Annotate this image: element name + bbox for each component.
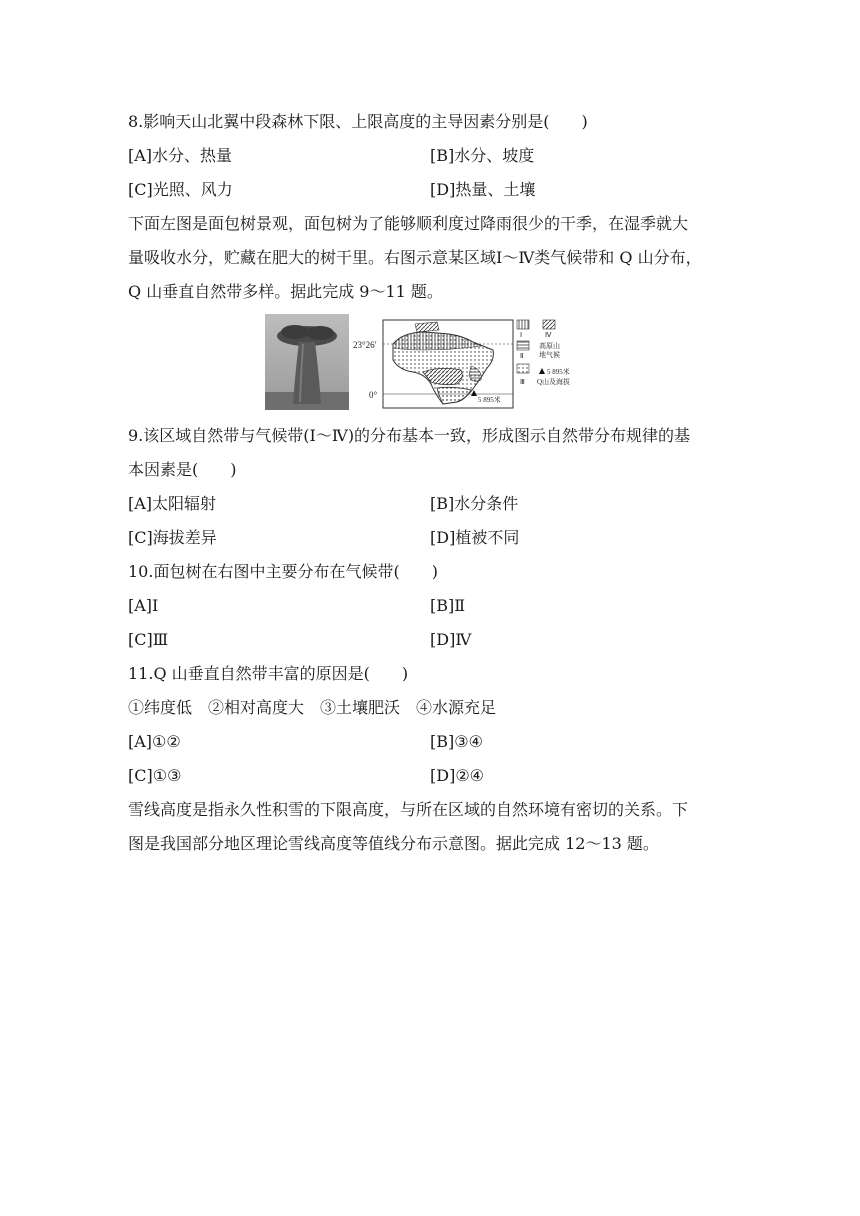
q11-option-a: [A]①② (128, 732, 181, 751)
intro1-line-1: 下面左图是面包树景观，面包树为了能够顺利度过降雨很少的干季，在湿季就大 (128, 214, 689, 233)
q9-option-a: [A]太阳辐射 (128, 494, 217, 513)
q10-stem: 10.面包树在右图中主要分布在气候带( ) (128, 562, 438, 581)
q9-option-d: [D]植被不同 (430, 528, 520, 547)
intro2-line-1: 雪线高度是指永久性积雪的下限高度，与所在区域的自然环境有密切的关系。下 (128, 800, 689, 819)
q11-option-d: [D]②④ (430, 766, 484, 785)
legend-plateau-1: 高原山 (539, 342, 560, 350)
legend-label-2: Ⅱ (520, 352, 524, 360)
q9-stem-line-2: 本因素是( ) (128, 460, 237, 479)
q8-option-b: [B]水分、坡度 (430, 146, 535, 165)
legend-label-3: Ⅲ (520, 378, 525, 386)
equator-label: 0° (369, 390, 378, 400)
q8-stem: 8.影响天山北翼中段森林下限、上限高度的主导因素分别是( ) (128, 112, 588, 131)
figure-row (265, 314, 595, 412)
q10-option-a: [A]Ⅰ (128, 596, 159, 615)
legend-label-1: Ⅰ (520, 331, 523, 339)
q11-stem: 11.Q 山垂直自然带丰富的原因是( ) (128, 664, 409, 683)
peak-label: 5 895米 (478, 396, 501, 404)
legend-label-4: Ⅳ (545, 331, 552, 339)
tropic-label: 23°26′ (353, 340, 377, 350)
legend-swatch-3 (517, 364, 529, 373)
q11-option-c: [C]①③ (128, 766, 182, 785)
q8-option-c: [C]光照、风力 (128, 180, 233, 199)
intro1-line-3: Q 山垂直自然带多样。据此完成 9～11 题。 (128, 282, 443, 301)
legend-peak-desc: Q山及海拔 (537, 378, 571, 386)
legend-swatch-1 (517, 320, 529, 329)
climate-zone-map (353, 314, 595, 412)
intro2-line-2: 图是我国部分地区理论雪线高度等值线分布示意图。据此完成 12～13 题。 (128, 834, 659, 853)
q11-choices: ①纬度低 ②相对高度大 ③土壤肥沃 ④水源充足 (128, 698, 497, 717)
peak-icon (539, 368, 545, 374)
q8-option-d: [D]热量、土壤 (430, 180, 536, 199)
q10-option-b: [B]Ⅱ (430, 596, 466, 615)
baobab-photo (265, 314, 349, 410)
legend-swatch-4 (543, 320, 555, 329)
q9-option-b: [B]水分条件 (430, 494, 519, 513)
legend-swatch-2 (517, 341, 529, 350)
q9-stem-line-1: 9.该区域自然带与气候带(Ⅰ～Ⅳ)的分布基本一致，形成图示自然带分布规律的基 (128, 426, 691, 445)
legend-plateau-2: 地气候 (539, 351, 560, 359)
q10-option-c: [C]Ⅲ (128, 630, 169, 649)
q9-option-c: [C]海拔差异 (128, 528, 217, 547)
legend-peak: 5 895米 (547, 368, 570, 376)
intro1-line-2: 量吸收水分，贮藏在肥大的树干里。右图示意某区域Ⅰ～Ⅳ类气候带和 Q 山分布， (128, 248, 702, 267)
q8-option-a: [A]水分、热量 (128, 146, 233, 165)
q10-option-d: [D]Ⅳ (430, 630, 472, 649)
q11-option-b: [B]③④ (430, 732, 483, 751)
